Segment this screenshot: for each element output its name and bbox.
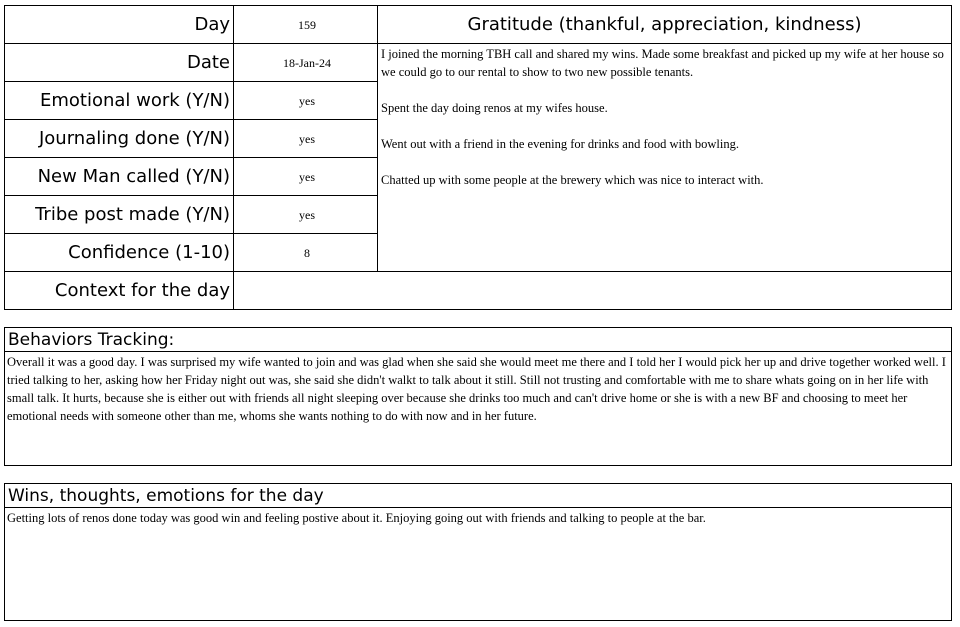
row-day-value[interactable]: 159	[298, 18, 316, 32]
gratitude-paragraph: Spent the day doing renos at my wifes house.	[381, 101, 608, 115]
divider	[378, 43, 951, 44]
row-journaling-label: Journaling done (Y/N)	[38, 128, 230, 149]
row-day-label: Day	[194, 14, 230, 35]
context-value[interactable]	[235, 272, 949, 309]
row-tribe-post-value[interactable]: yes	[299, 208, 315, 222]
row-emotional-work-label: Emotional work (Y/N)	[39, 90, 230, 111]
row-new-man-called-label: New Man called (Y/N)	[37, 166, 230, 187]
row-date-label: Date	[186, 52, 230, 73]
row-tribe-post-label: Tribe post made (Y/N)	[35, 204, 230, 225]
gratitude-paragraph: Went out with a friend in the evening for drinks and food with bowling.	[381, 137, 739, 151]
gratitude-paragraph: I joined the morning TBH call and shared my wins. Made some breakfast and picked up my wife at her house so we could go to our rental to show to two new possible tenants.	[381, 47, 944, 79]
behaviors-title: Behaviors Tracking:	[8, 330, 175, 350]
divider	[5, 351, 951, 352]
gratitude-text[interactable]	[381, 45, 947, 189]
row-confidence-value[interactable]: 8	[304, 246, 310, 260]
behaviors-section	[4, 327, 952, 466]
row-new-man-called-value[interactable]: yes	[299, 170, 315, 184]
divider	[5, 507, 951, 508]
wins-section	[4, 483, 952, 621]
gratitude-title: Gratitude (thankful, appreciation, kindness)	[467, 14, 862, 35]
row-journaling-value[interactable]: yes	[299, 132, 315, 146]
row-date-value[interactable]: 18-Jan-24	[283, 56, 331, 70]
context-label: Context for the day	[54, 280, 230, 301]
row-emotional-work-value[interactable]: yes	[299, 94, 315, 108]
wins-title: Wins, thoughts, emotions for the day	[8, 486, 324, 506]
gratitude-paragraph: Chatted up with some people at the brewery which was nice to interact with.	[381, 173, 764, 187]
wins-text[interactable]: Getting lots of renos done today was good win and feeling postive about it. Enjoying going out with friends and talking to people at the bar.	[7, 511, 706, 525]
behaviors-text[interactable]: Overall it was a good day. I was surprised my wife wanted to join and was glad when she said she would meet me there and I told her I would pick her up and drive together worked well. I tried talking to her, asking how her Friday night out was, she said she didn't walkt to talk about it still. Still not trusting and comfortable with me to share whats going on in her life with small talk. It hurts, because she is either out with friends all night sleeping over because she drinks too much and can't drive home or she is with a new BF and choosing to meet her emotional needs with someone other than me, whoms she wants nothing to do with now and in her future.	[7, 355, 946, 423]
tracker-table	[4, 5, 952, 310]
row-confidence-label: Confidence (1-10)	[68, 242, 230, 263]
